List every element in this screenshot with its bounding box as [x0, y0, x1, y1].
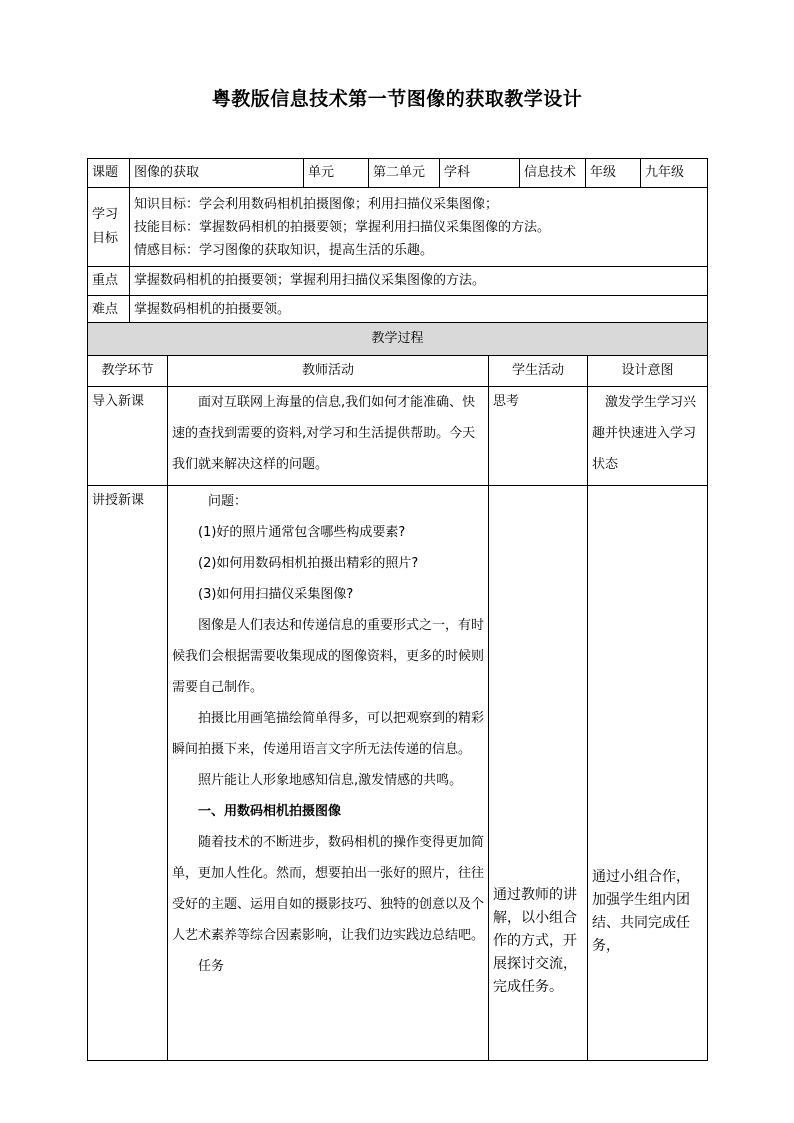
- intro-teacher: [168, 387, 489, 486]
- intro-teacher-text: 面对互联网上海量的信息,我们如何才能准确、快速的查找到需要的资料,对学习和生活提供帮助。今天我们就来解决这样的问题。: [172, 395, 476, 472]
- lecture-paragraph-3: 照片能让人形象地感知信息,激发情感的共鸣。: [198, 773, 463, 788]
- difficulty-label: 难点: [88, 296, 130, 325]
- key-value: 掌握数码相机的拍摄要领；掌握利用扫描仪采集图像的方法。: [130, 267, 708, 296]
- lesson-info-table: [87, 158, 708, 325]
- subject-value: 信息技术: [520, 159, 586, 188]
- objective-skill: 技能目标：掌握数码相机的拍摄要领；掌握利用扫描仪采集图像的方法。: [134, 219, 551, 235]
- task-label: 任务: [198, 959, 225, 974]
- section-paragraph: 随着技术的不断进步，数码相机的操作变得更加简单，更加人性化。然而，想要拍出一张好的照片，往往受好的主题、运用自如的摄影技巧、独特的创意以及个人艺术素养等综合因素影响，让我们边实践边总结吧。: [172, 835, 485, 943]
- column-intent: 设计意图: [588, 356, 708, 387]
- subject-label: 学科: [440, 159, 520, 188]
- lecture-student: [489, 486, 588, 1061]
- grade-value: 九年级: [641, 159, 708, 188]
- lecture-paragraph-2: 拍摄比用画笔描绘简单得多，可以把观察到的精彩瞬间拍摄下来，传递用语言文字所无法传递的信息。: [172, 711, 485, 757]
- column-teacher: 教师活动: [168, 356, 489, 387]
- lecture-row: [88, 486, 708, 1061]
- intro-student: 思考: [489, 387, 588, 486]
- unit-value: 第二单元: [369, 159, 440, 188]
- objectives-cell: [130, 188, 708, 267]
- intro-intent-text: 激发学生学习兴趣并快速进入学习状态: [592, 395, 697, 472]
- objective-knowledge: 知识目标：学会利用数码相机拍摄图像；利用扫描仪采集图像；: [134, 196, 499, 212]
- page-title: 粤教版信息技术第一节图像的获取教学设计: [211, 88, 583, 110]
- column-header-row: [88, 356, 708, 387]
- lecture-intent: [588, 486, 708, 1061]
- key-row: [88, 267, 708, 296]
- grade-label: 年级: [586, 159, 641, 188]
- intro-intent: [588, 387, 708, 486]
- intro-stage: 导入新课: [88, 387, 168, 486]
- process-header: 教学过程: [88, 323, 708, 356]
- lecture-intent-text: 通过小组合作，加强学生组内团结、共同完成任务，: [592, 869, 690, 954]
- teaching-process-table: [87, 322, 708, 1061]
- process-header-row: [88, 323, 708, 356]
- unit-label: 单元: [304, 159, 369, 188]
- column-student: 学生活动: [489, 356, 588, 387]
- column-stage: 教学环节: [88, 356, 168, 387]
- section-title: 一、用数码相机拍摄图像: [198, 804, 342, 819]
- lecture-student-text: 通过教师的讲解，以小组合作的方式，开展探讨交流，完成任务。: [493, 887, 577, 995]
- topic-label: 课题: [88, 159, 130, 188]
- lecture-stage: 讲授新课: [88, 486, 168, 1061]
- question-2: (2)如何用数码相机拍摄出精彩的照片?: [198, 556, 419, 571]
- objectives-label: 学习目标: [88, 188, 130, 267]
- question-3: (3)如何用扫描仪采集图像?: [198, 587, 354, 602]
- intro-row: [88, 387, 708, 486]
- lecture-teacher: [168, 486, 489, 1061]
- topic-row: [88, 159, 708, 188]
- question-title: 问题：: [208, 494, 248, 509]
- objectives-row: [88, 188, 708, 267]
- question-1: (1)好的照片通常包含哪些构成要素?: [198, 525, 406, 540]
- difficulty-value: 掌握数码相机的拍摄要领。: [130, 296, 708, 325]
- topic-value: 图像的获取: [130, 159, 304, 188]
- difficulty-row: [88, 296, 708, 325]
- lecture-paragraph-1: 图像是人们表达和传递信息的重要形式之一，有时候我们会根据需要收集现成的图像资料，更多的时候则需要自己制作。: [172, 618, 485, 695]
- objective-emotion: 情感目标：学习图像的获取知识，提高生活的乐趣。: [134, 242, 434, 258]
- key-label: 重点: [88, 267, 130, 296]
